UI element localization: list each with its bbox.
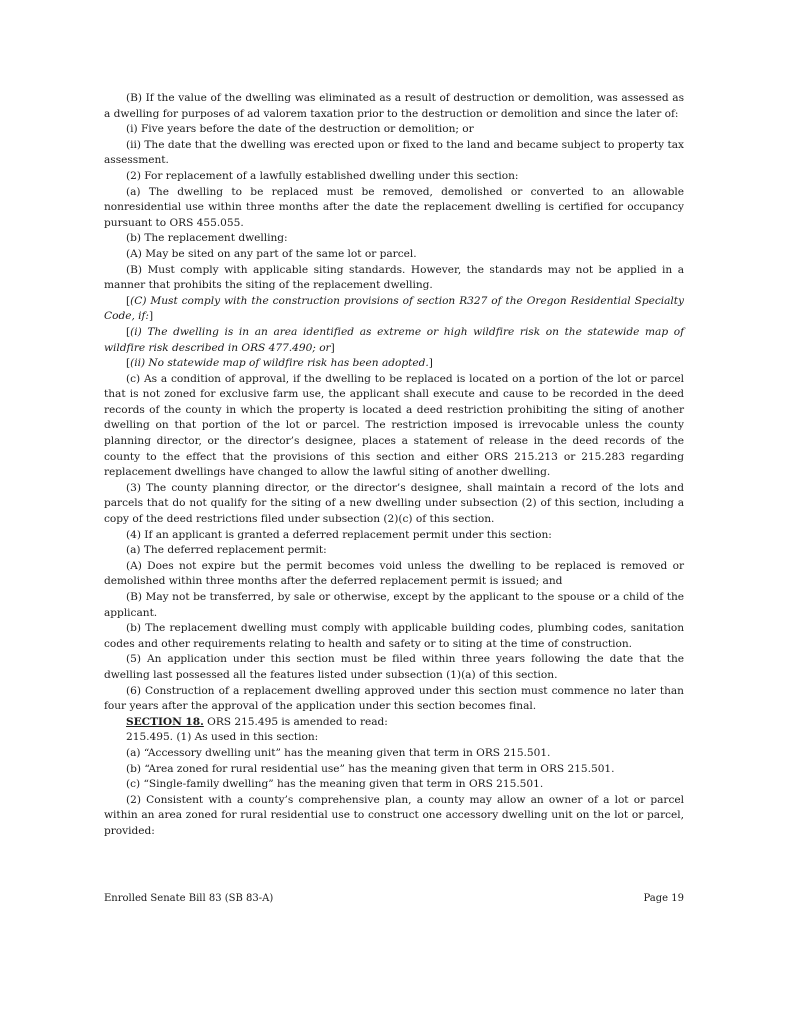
paragraph: (6) Construction of a replacement dwelling approved under this section must commence no later than four years after the approval of the application under this section becomes final. xyxy=(104,684,684,713)
paragraph: (B) If the value of the dwelling was eliminated as a result of destruction or demolition, was assessed as a dwelling for purposes of ad valorem taxation prior to the destruction or demolition and since the later of: xyxy=(104,92,684,120)
deleted-paragraph: [(ii) No statewide map of wildfire risk has been adopted.] xyxy=(126,357,433,370)
bill-text xyxy=(104,91,684,840)
paragraph: (B) Must comply with applicable siting standards. However, the standards may not be applied in a manner that prohibits the siting of the replacement dwelling. xyxy=(104,263,684,292)
deleted-text: (ii) No statewide map of wildfire risk has been adopted. xyxy=(130,357,429,370)
deleted-paragraph: [(C) Must comply with the construction provisions of section R327 of the Oregon Residential Specialty Code, if:] xyxy=(104,294,684,323)
paragraph: (2) For replacement of a lawfully established dwelling under this section: xyxy=(126,169,519,182)
paragraph: (b) The replacement dwelling: xyxy=(126,232,288,245)
page-footer xyxy=(104,892,684,906)
deleted-text: (C) Must comply with the construction provisions of section R327 of the Oregon Residential Specialty Code, if: xyxy=(104,294,684,323)
paragraph: (5) An application under this section must be filed within three years following the date that the dwelling last possessed all the features listed under subsection (1)(a) of this section. xyxy=(104,653,684,681)
paragraph: (c) “Single-family dwelling” has the meaning given that term in ORS 215.501. xyxy=(126,778,544,791)
paragraph: (a) The deferred replacement permit: xyxy=(126,544,327,557)
section-paragraph xyxy=(104,715,684,731)
paragraph: (a) “Accessory dwelling unit” has the meaning given that term in ORS 215.501. xyxy=(126,746,551,759)
deleted-paragraph: [(i) The dwelling is in an area identified as extreme or high wildfire risk on the statewide map of wildfire risk described in ORS 477.490; or] xyxy=(104,325,684,354)
paragraph: (ii) The date that the dwelling was erected upon or fixed to the land and became subject to property tax assessment. xyxy=(104,138,684,167)
bill-identifier: Enrolled Senate Bill 83 (SB 83-A) xyxy=(104,893,274,904)
paragraph: (B) May not be transferred, by sale or otherwise, except by the applicant to the spouse or a child of the applicant. xyxy=(104,591,684,619)
deleted-text: (i) The dwelling is in an area identified as extreme or high wildfire risk on the statewide map of wildfire risk described in ORS 477.490; or xyxy=(104,325,684,354)
paragraph: (b) “Area zoned for rural residential use” has the meaning given that term in ORS 215.501. xyxy=(126,762,615,775)
paragraph: (i) Five years before the date of the destruction or demolition; or xyxy=(126,123,474,136)
paragraph: (c) As a condition of approval, if the dwelling to be replaced is located on a portion of the lot or parcel that is not zoned for exclusive farm use, the applicant shall execute and cause to be recorded in the deed records of the county in which the property is located a deed restriction prohibiting the siting of another dwelling on that portion of the lot or parcel. The restriction imposed is irrevocable unless the county planning director, or the director’s designee, places a statement of release in the deed records of the county to the effect that the provisions of this section and either ORS 215.213 or 215.283 regarding replacement dwellings have changed to allow the lawful siting of another dwelling. xyxy=(104,372,684,479)
paragraph: (4) If an applicant is granted a deferred replacement permit under this section: xyxy=(126,528,552,541)
section-heading: SECTION 18. xyxy=(126,715,204,728)
paragraph: (a) The dwelling to be replaced must be removed, demolished or converted to an allowable nonresidential use within three months after the date the replacement dwelling is certified for occupancy pursuant to ORS 455.055. xyxy=(104,185,684,229)
paragraph: 215.495. (1) As used in this section: xyxy=(126,731,319,744)
paragraph: (A) Does not expire but the permit becomes void unless the dwelling to be replaced is removed or demolished within three months after the deferred replacement permit is issued; and xyxy=(104,559,684,588)
page-number: Page 19 xyxy=(643,893,684,904)
paragraph: (A) May be sited on any part of the same lot or parcel. xyxy=(126,247,417,260)
paragraph: (b) The replacement dwelling must comply with applicable building codes, plumbing codes, sanitation codes and other requirements relating to health and safety or to siting at the time of construction. xyxy=(104,622,684,650)
paragraph: (3) The county planning director, or the director’s designee, shall maintain a record of the lots and parcels that do not qualify for the siting of a new dwelling under subsection (2) of this section, including a copy of the deed restrictions filed under subsection (2)(c) of this section. xyxy=(104,481,684,526)
paragraph: (2) Consistent with a county’s comprehensive plan, a county may allow an owner of a lot or parcel within an area zoned for rural residential use to construct one accessory dwelling unit on the lot or parcel, provided: xyxy=(104,793,684,837)
section-text: ORS 215.495 is amended to read: xyxy=(203,715,388,728)
